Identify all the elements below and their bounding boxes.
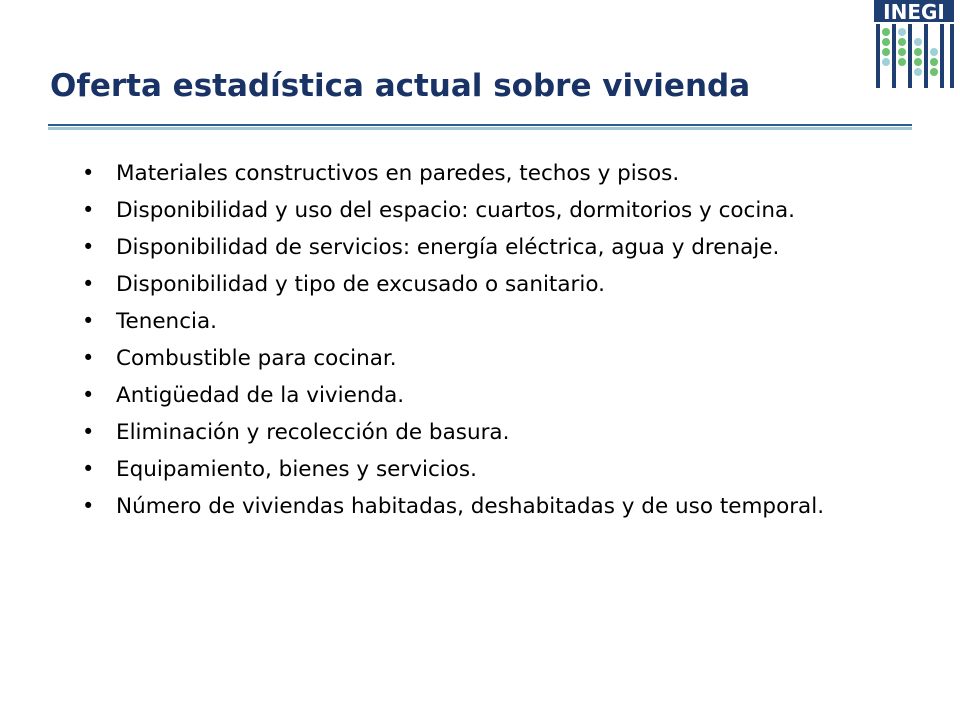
bullet-dot: • — [82, 383, 95, 407]
bullet-text: Disponibilidad de servicios: energía eléctrica, agua y drenaje. — [116, 235, 780, 260]
bullet-text: Antigüedad de la vivienda. — [116, 383, 405, 408]
bullet-dot: • — [82, 272, 95, 296]
bullet-item — [82, 456, 904, 483]
bullet-text: Materiales constructivos en paredes, techos y pisos. — [116, 161, 680, 186]
bullet-text: Eliminación y recolección de basura. — [116, 420, 510, 445]
bullet-item — [82, 308, 904, 335]
bullet-dot: • — [82, 494, 95, 518]
bullet-list — [82, 160, 904, 530]
bullet-text: Equipamiento, bienes y servicios. — [116, 457, 477, 482]
bullet-item — [82, 197, 904, 224]
bullet-text: Disponibilidad y uso del espacio: cuartos, dormitorios y cocina. — [116, 198, 795, 223]
bullet-text: Tenencia. — [116, 309, 217, 334]
bullet-item — [82, 345, 904, 372]
bullet-dot: • — [82, 198, 95, 222]
bullet-item — [82, 382, 904, 409]
bullet-text: Combustible para cocinar. — [116, 346, 397, 371]
bullet-item — [82, 493, 904, 520]
bullet-dot: • — [82, 235, 95, 259]
bullet-dot: • — [82, 161, 95, 185]
bullet-text: Disponibilidad y tipo de excusado o sanitario. — [116, 272, 605, 297]
bullet-item — [82, 271, 904, 298]
bullet-item — [82, 419, 904, 446]
title-divider-dark — [48, 124, 912, 126]
inegi-logo-icon — [870, 0, 956, 92]
bullet-item — [82, 234, 904, 261]
logo-wordmark: INEGI — [883, 0, 945, 24]
bullet-item — [82, 160, 904, 187]
bullet-dot: • — [82, 346, 95, 370]
bullet-dot: • — [82, 420, 95, 444]
bullet-dot: • — [82, 309, 95, 333]
bullet-text: Número de viviendas habitadas, deshabitadas y de uso temporal. — [116, 494, 825, 519]
title-divider-light — [48, 127, 912, 130]
title-divider — [48, 124, 912, 131]
bullet-dot: • — [82, 457, 95, 481]
slide-title: Oferta estadística actual sobre vivienda — [50, 68, 751, 104]
inegi-logo-graphic — [870, 0, 956, 92]
